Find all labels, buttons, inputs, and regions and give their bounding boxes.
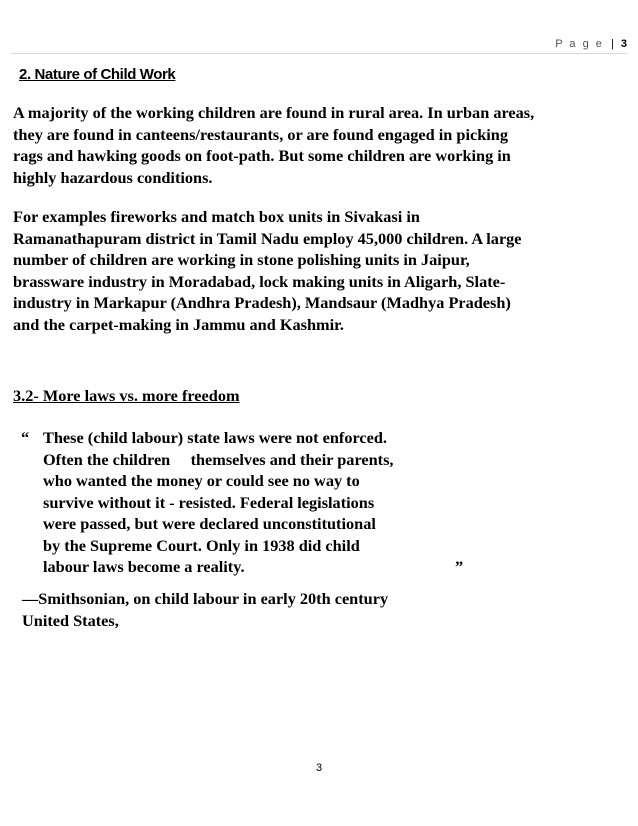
- paragraph-line: Ramanathapuram district in Tamil Nadu employ 45,000 children. A large: [13, 228, 522, 248]
- quote-attribution: [22, 588, 388, 631]
- paragraph-line: For examples fireworks and match box units in Sivakasi in: [13, 207, 420, 226]
- attribution-line: United States,: [22, 610, 119, 630]
- page-label: P a g e: [555, 38, 604, 50]
- paragraph-line: number of children are working in stone polishing units in Jaipur,: [13, 250, 470, 269]
- quote-line: by the Supreme Court. Only in 1938 did child: [43, 535, 360, 555]
- paragraph-line: and the carpet-making in Jammu and Kashmir.: [13, 314, 344, 334]
- page-header: [555, 38, 627, 50]
- header-page-number: 3: [620, 38, 627, 50]
- open-quote-mark: “: [21, 428, 30, 447]
- paragraph-line: industry in Markapur (Andhra Pradesh), Mandsaur (Madhya Pradesh): [13, 293, 511, 312]
- quote-line: were passed, but were declared unconstitutional: [43, 514, 376, 533]
- subsection-heading: 3.2- More laws vs. more freedom: [13, 386, 240, 405]
- paragraph-rural-urban: [13, 102, 628, 188]
- paragraph-line: A majority of the working children are found in rural area. In urban areas,: [13, 103, 535, 122]
- section-heading: 2. Nature of Child Work: [19, 66, 176, 83]
- quote-line: survive without it - resisted. Federal legislations: [43, 492, 375, 512]
- attribution-line: —Smithsonian, on child labour in early 20th century: [22, 589, 389, 608]
- quote-line: labour laws become a reality.: [43, 557, 245, 576]
- paragraph-line: rags and hawking goods on foot-path. But some children are working in: [13, 146, 511, 165]
- paragraph-line: brassware industry in Moradabad, lock making units in Aligarh, Slate-: [13, 271, 506, 291]
- quote-text: [43, 427, 394, 578]
- header-divider: [11, 53, 627, 54]
- footer-page-number: 3: [315, 762, 323, 774]
- paragraph-examples: [13, 206, 628, 335]
- paragraph-line: they are found in canteens/restaurants, or are found engaged in picking: [13, 124, 508, 144]
- quote-line: These (child labour) state laws were not enforced.: [43, 428, 387, 447]
- close-quote-mark: ”: [455, 557, 464, 576]
- page-separator: |: [610, 38, 614, 50]
- quote-line: Often the children themselves and their parents,: [43, 449, 394, 469]
- quote-line: who wanted the money or could see no way to: [43, 471, 360, 490]
- paragraph-line: highly hazardous conditions.: [13, 167, 213, 187]
